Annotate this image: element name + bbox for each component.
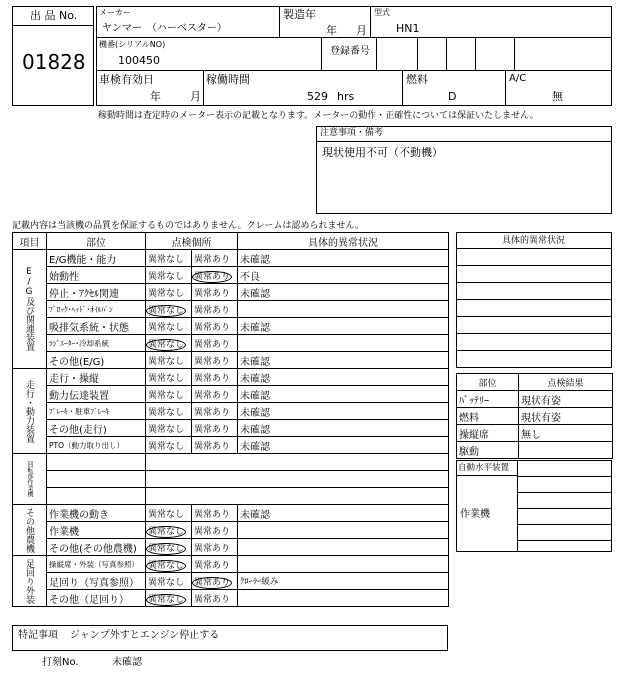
table-row — [13, 386, 449, 403]
hours-disclaimer: 稼動時間は査定時のメーター表示の記載となります。メーターの動作・正確性については保証いたしません。 — [98, 111, 539, 121]
abnormal-cell — [192, 590, 238, 607]
model-value: HN1 — [396, 22, 420, 35]
table-row — [13, 352, 449, 369]
normal-label: 異常なし — [148, 441, 185, 452]
normal-cell — [146, 301, 192, 318]
abnormal-cell — [192, 437, 238, 454]
normal-cell — [146, 539, 192, 556]
inspection-date-label: 車検有効日 — [99, 73, 154, 86]
abnormal-cell — [192, 335, 238, 352]
abnormal-label: 異常あり — [194, 373, 231, 384]
results-header — [457, 374, 613, 391]
abnormal-label: 異常あり — [194, 356, 231, 367]
part-cell: 走行・操縦 — [47, 369, 146, 386]
normal-label: 異常なし — [148, 577, 185, 588]
hours-unit: hrs — [337, 90, 355, 103]
abnormal-label: 異常あり — [194, 390, 231, 401]
abnormal-cell — [192, 403, 238, 420]
abnormal-label: 異常あり — [194, 577, 231, 588]
part-cell: ﾌﾞﾚｰｷ・駐車ﾌﾞﾚｰｷ — [47, 403, 146, 420]
table-row — [13, 420, 449, 437]
abnormal-label: 異常あり — [194, 560, 231, 571]
part-cell — [47, 488, 146, 505]
abnormal-cell — [192, 267, 238, 284]
auto-level-line — [517, 508, 612, 509]
status-cell — [238, 539, 449, 556]
normal-label: 異常なし — [148, 594, 185, 605]
results-part: 燃料 — [457, 408, 519, 425]
results-row — [457, 391, 613, 408]
inspection-table — [12, 232, 449, 607]
table-row — [13, 454, 449, 471]
right-detail-box — [456, 232, 612, 368]
normal-cell — [146, 267, 192, 284]
group-label-text: 回転部作業機 — [26, 461, 33, 497]
abnormal-cell — [192, 284, 238, 301]
results-table — [456, 373, 613, 459]
part-cell — [47, 471, 146, 488]
ac-value: 無 — [552, 90, 563, 103]
header-part: 部位 — [47, 233, 146, 250]
status-cell: 未確認 — [238, 284, 449, 301]
notes-label: 注意事項・備考 — [320, 128, 384, 138]
table-row — [13, 471, 449, 488]
normal-label: 異常なし — [148, 560, 185, 571]
table-row — [13, 505, 449, 522]
abnormal-cell — [192, 386, 238, 403]
results-value — [519, 442, 613, 459]
abnormal-label: 異常あり — [194, 424, 231, 435]
work-machine-label: 作業機 — [460, 509, 490, 520]
detail-line — [456, 316, 612, 317]
normal-cell — [146, 556, 192, 573]
status-cell: 未確認 — [238, 403, 449, 420]
normal-cell — [146, 386, 192, 403]
status-cell — [238, 590, 449, 607]
registration-box-2 — [417, 37, 447, 71]
detail-line — [456, 282, 612, 283]
status-cell — [238, 522, 449, 539]
results-row — [457, 442, 613, 459]
header-detail: 具体的異常状況 — [238, 233, 449, 250]
results-part: ﾊﾞｯﾃﾘｰ — [457, 391, 519, 408]
blank-cell — [146, 471, 449, 488]
normal-cell — [146, 403, 192, 420]
abnormal-cell — [192, 522, 238, 539]
detail-line — [456, 333, 612, 334]
status-cell: 未確認 — [238, 420, 449, 437]
status-cell: 未確認 — [238, 318, 449, 335]
group-label — [13, 250, 47, 369]
normal-label: 異常なし — [148, 526, 185, 537]
status-cell — [238, 301, 449, 318]
status-cell: ｸﾛｰﾗｰ緩み — [238, 573, 449, 590]
group-label-text: 走行・動力装置 — [24, 379, 34, 443]
part-cell: ﾗｼﾞｴｰﾀｰ･冷却系統 — [47, 335, 146, 352]
registration-box-4 — [475, 37, 515, 71]
normal-cell — [146, 352, 192, 369]
year-unit: 年 — [326, 24, 337, 37]
table-row — [13, 267, 449, 284]
table-row — [13, 301, 449, 318]
part-cell: 操縦席・外装（写真参照） — [47, 556, 146, 573]
abnormal-cell — [192, 505, 238, 522]
normal-label: 異常なし — [148, 509, 185, 520]
normal-cell — [146, 437, 192, 454]
part-cell: 吸排気系統・状態 — [47, 318, 146, 335]
abnormal-cell — [192, 250, 238, 267]
part-cell — [47, 454, 146, 471]
table-row — [13, 437, 449, 454]
table-row — [13, 403, 449, 420]
registration-box-1 — [376, 37, 418, 71]
month-unit: 月 — [356, 24, 367, 37]
part-cell: 足回り（写真参照） — [47, 573, 146, 590]
stamp-value: 未確認 — [112, 657, 142, 668]
registration-box-5 — [514, 37, 612, 71]
part-cell: 作業機 — [47, 522, 146, 539]
normal-label: 異常なし — [148, 271, 185, 282]
abnormal-cell — [192, 352, 238, 369]
auto-level-line — [517, 524, 612, 525]
status-cell: 未確認 — [238, 352, 449, 369]
group-label-text: 足回り外装 — [24, 558, 34, 604]
table-row — [13, 250, 449, 267]
table-row — [13, 284, 449, 301]
normal-cell — [146, 590, 192, 607]
group-label-text: E/G及び関連装置 — [24, 267, 34, 351]
header-check: 点検個所 — [146, 233, 238, 250]
hours-value: 529 — [307, 90, 328, 103]
abnormal-label: 異常あり — [194, 339, 231, 350]
status-cell: 未確認 — [238, 250, 449, 267]
abnormal-label: 異常あり — [194, 594, 231, 605]
table-row — [13, 318, 449, 335]
status-cell: 未確認 — [238, 369, 449, 386]
abnormal-label: 異常あり — [194, 526, 231, 537]
abnormal-cell — [192, 369, 238, 386]
table-row — [13, 488, 449, 505]
part-cell: 始動性 — [47, 267, 146, 284]
normal-label: 異常なし — [148, 424, 185, 435]
normal-cell — [146, 369, 192, 386]
status-cell: 不良 — [238, 267, 449, 284]
results-value: 現状有姿 — [519, 391, 613, 408]
status-cell — [238, 556, 449, 573]
ac-label: A/C — [509, 73, 527, 84]
results-part: 駆動 — [457, 442, 519, 459]
part-cell: 停止・ｱｸｾﾙ関連 — [47, 284, 146, 301]
normal-cell — [146, 505, 192, 522]
special-notes-label: 特記事項 — [18, 630, 58, 641]
lot-number: 01828 — [22, 50, 86, 74]
part-cell: その他（足回り） — [47, 590, 146, 607]
part-cell: その他(E/G) — [47, 352, 146, 369]
results-header-part: 部位 — [457, 374, 519, 391]
normal-label: 異常なし — [148, 543, 185, 554]
detail-line — [456, 265, 612, 266]
part-cell: 作業機の動き — [47, 505, 146, 522]
results-row — [457, 408, 613, 425]
normal-label: 異常なし — [148, 288, 185, 299]
abnormal-label: 異常あり — [194, 271, 231, 282]
inspection-year-unit: 年 — [150, 90, 161, 103]
abnormal-cell — [192, 573, 238, 590]
abnormal-cell — [192, 420, 238, 437]
auto-level-col — [517, 460, 612, 552]
normal-label: 異常なし — [148, 339, 185, 350]
normal-label: 異常なし — [148, 322, 185, 333]
inspection-month-unit: 月 — [190, 90, 201, 103]
serial-value: 100450 — [118, 54, 160, 67]
right-detail-title: 具体的異常状況 — [502, 236, 566, 246]
normal-cell — [146, 318, 192, 335]
auto-level-label: 自動水平装置 — [458, 463, 510, 473]
normal-label: 異常なし — [148, 390, 185, 401]
blank-cell — [146, 454, 449, 471]
normal-label: 異常なし — [148, 305, 185, 316]
maker-label: メーカー — [99, 8, 131, 17]
normal-label: 異常なし — [148, 356, 185, 367]
table-row — [13, 335, 449, 352]
detail-line — [456, 248, 612, 249]
group-label — [13, 454, 47, 505]
abnormal-label: 異常あり — [194, 254, 231, 265]
normal-label: 異常なし — [148, 254, 185, 265]
table-row — [13, 522, 449, 539]
table-row — [13, 590, 449, 607]
part-cell: PTO（動力取り出し） — [47, 437, 146, 454]
normal-cell — [146, 335, 192, 352]
auto-level-line — [517, 492, 612, 493]
group-label — [13, 369, 47, 454]
normal-cell — [146, 522, 192, 539]
serial-label: 機番(シリアルNO) — [99, 40, 166, 49]
registration-label: 登録番号 — [330, 46, 370, 57]
hours-label: 稼働時間 — [206, 73, 250, 86]
group-label-text: その他農機 — [24, 507, 34, 553]
group-label — [13, 505, 47, 556]
part-cell: ﾌﾞﾛｯｸ･ﾍｯﾄﾞ･ｵｲﾙﾊﾟﾝ — [47, 301, 146, 318]
results-row — [457, 425, 613, 442]
results-value: 現状有姿 — [519, 408, 613, 425]
results-value: 無し — [519, 425, 613, 442]
status-cell: 未確認 — [238, 437, 449, 454]
table-row — [13, 556, 449, 573]
normal-label: 異常なし — [148, 373, 185, 384]
fuel-label: 燃料 — [406, 73, 428, 86]
group-label — [13, 556, 47, 607]
inspection-table-header — [13, 233, 449, 250]
abnormal-label: 異常あり — [194, 322, 231, 333]
results-header-result: 点検結果 — [519, 374, 613, 391]
model-label: 型式 — [374, 8, 390, 17]
abnormal-label: 異常あり — [194, 288, 231, 299]
abnormal-cell — [192, 301, 238, 318]
normal-cell — [146, 573, 192, 590]
abnormal-label: 異常あり — [194, 543, 231, 554]
abnormal-cell — [192, 539, 238, 556]
registration-box-3 — [446, 37, 476, 71]
status-cell: 未確認 — [238, 505, 449, 522]
normal-cell — [146, 420, 192, 437]
results-part: 操縦席 — [457, 425, 519, 442]
part-cell: 動力伝達装置 — [47, 386, 146, 403]
auto-level-line — [517, 540, 612, 541]
part-cell: E/G機能・能力 — [47, 250, 146, 267]
abnormal-label: 異常あり — [194, 305, 231, 316]
fuel-value: D — [448, 90, 457, 103]
table-row — [13, 573, 449, 590]
abnormal-cell — [192, 318, 238, 335]
quality-disclaimer: 記載内容は当該機の品質を保証するものではありません。クレームは認められません。 — [12, 221, 365, 231]
maker-value: ヤンマー （ハーベスター） — [102, 23, 227, 34]
auto-level-line — [517, 476, 612, 477]
status-cell: 未確認 — [238, 386, 449, 403]
abnormal-label: 異常あり — [194, 407, 231, 418]
abnormal-cell — [192, 556, 238, 573]
special-notes-value: ジャンプ外すとエンジン停止する — [70, 630, 220, 641]
year-label: 製造年 — [283, 8, 316, 21]
part-cell: その他(走行) — [47, 420, 146, 437]
normal-label: 異常なし — [148, 407, 185, 418]
table-row — [13, 369, 449, 386]
table-row — [13, 539, 449, 556]
normal-cell — [146, 250, 192, 267]
normal-cell — [146, 284, 192, 301]
notes-value: 現状使用不可（不動機） — [322, 146, 443, 159]
abnormal-label: 異常あり — [194, 509, 231, 520]
status-cell — [238, 335, 449, 352]
part-cell: その他(その他農機) — [47, 539, 146, 556]
blank-cell — [146, 488, 449, 505]
detail-line — [456, 350, 612, 351]
stamp-label: 打刻No. — [42, 657, 79, 668]
lot-number-label: 出 品 No. — [30, 9, 78, 22]
header-item: 項目 — [13, 233, 47, 250]
abnormal-label: 異常あり — [194, 441, 231, 452]
detail-line — [456, 299, 612, 300]
